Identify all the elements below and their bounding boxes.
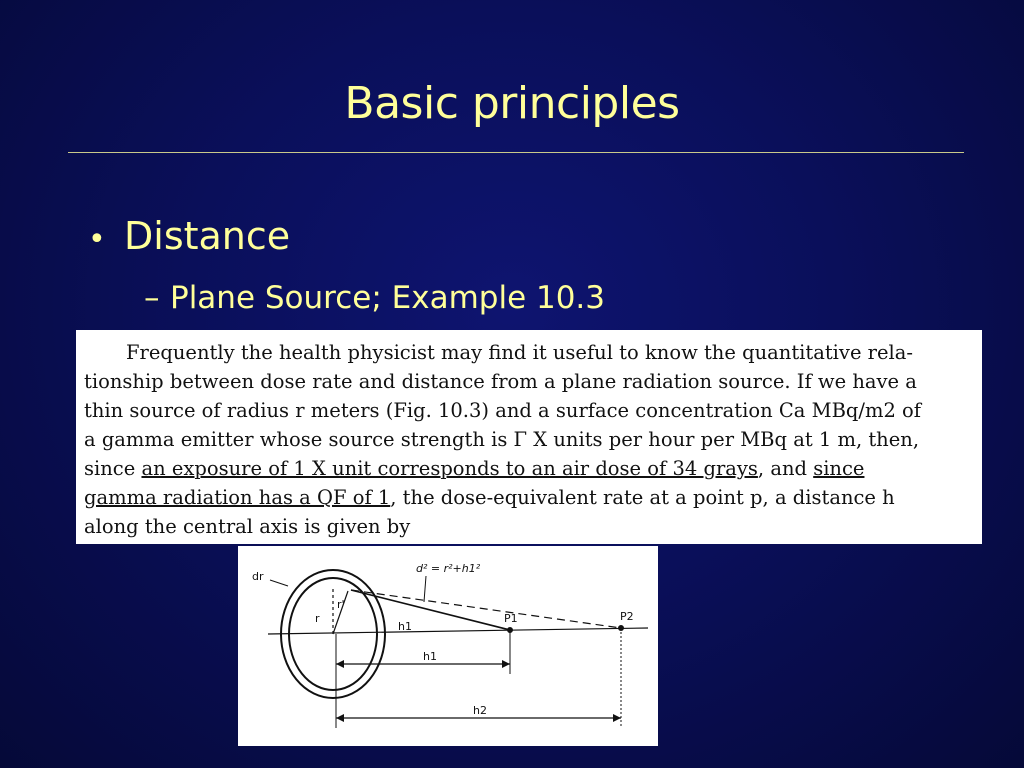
excerpt-line-1: Frequently the health physicist may find it useful to know the quantitative rela-	[126, 341, 913, 364]
sub-bullet-text: Plane Source; Example 10.3	[170, 280, 606, 316]
line-to-p2	[351, 590, 621, 628]
label-dr: dr	[252, 570, 264, 583]
excerpt-line-3: thin source of radius r meters (Fig. 10.3) and a surface concentration Ca MBq/m2 of	[84, 399, 922, 422]
label-h1: h1	[423, 650, 437, 663]
label-h2: h2	[473, 704, 487, 717]
sub-bullet-plane-source	[144, 280, 605, 316]
central-axis	[268, 628, 648, 634]
title-divider	[68, 152, 964, 153]
dr-pointer	[270, 580, 288, 586]
slide-title: Basic principles	[344, 78, 680, 129]
excerpt-line-4: a gamma emitter whose source strength is Γ X units per hour per MBq at 1 m, then,	[84, 428, 920, 451]
excerpt-line-6-post: , the dose-equivalent rate at a point p, a distance h	[390, 486, 895, 509]
excerpt-line-7: along the central axis is given by	[84, 515, 411, 538]
h1-arrow-left	[336, 660, 344, 668]
label-r: r	[315, 612, 320, 625]
excerpt-line-6-underlined: gamma radiation has a QF of 1	[84, 486, 391, 509]
excerpt-line-5-underlined: an exposure of 1 X unit corresponds to an air dose of 34 grays	[141, 457, 758, 480]
label-p2: P2	[620, 610, 634, 623]
excerpt-line-5-underlined-2: since	[813, 457, 865, 480]
line-to-p1	[351, 590, 510, 630]
excerpt-line-5-pre: since	[84, 457, 142, 480]
label-equation: d² = r²+h1²	[416, 562, 481, 575]
textbook-excerpt	[76, 330, 982, 544]
label-r-prime: r'	[337, 598, 345, 611]
plane-source-diagram	[238, 546, 658, 746]
excerpt-line-6	[84, 483, 972, 512]
h2-arrow-right	[613, 714, 621, 722]
label-p1: P1	[504, 612, 518, 625]
excerpt-line-2: tionship between dose rate and distance from a plane radiation source. If we have a	[84, 370, 917, 393]
bullet-distance	[88, 214, 290, 258]
excerpt-line-5	[84, 454, 972, 483]
figure-10-3-diagram	[238, 546, 658, 746]
h1-arrow-right	[502, 660, 510, 668]
h2-arrow-left	[336, 714, 344, 722]
dash-marker: –	[144, 280, 160, 316]
bullet-marker: •	[88, 222, 106, 257]
bullet-text: Distance	[124, 214, 291, 258]
excerpt-line-5-mid: , and	[757, 457, 814, 480]
equation-pointer	[424, 576, 426, 602]
label-h1-inner: h1	[398, 620, 412, 633]
